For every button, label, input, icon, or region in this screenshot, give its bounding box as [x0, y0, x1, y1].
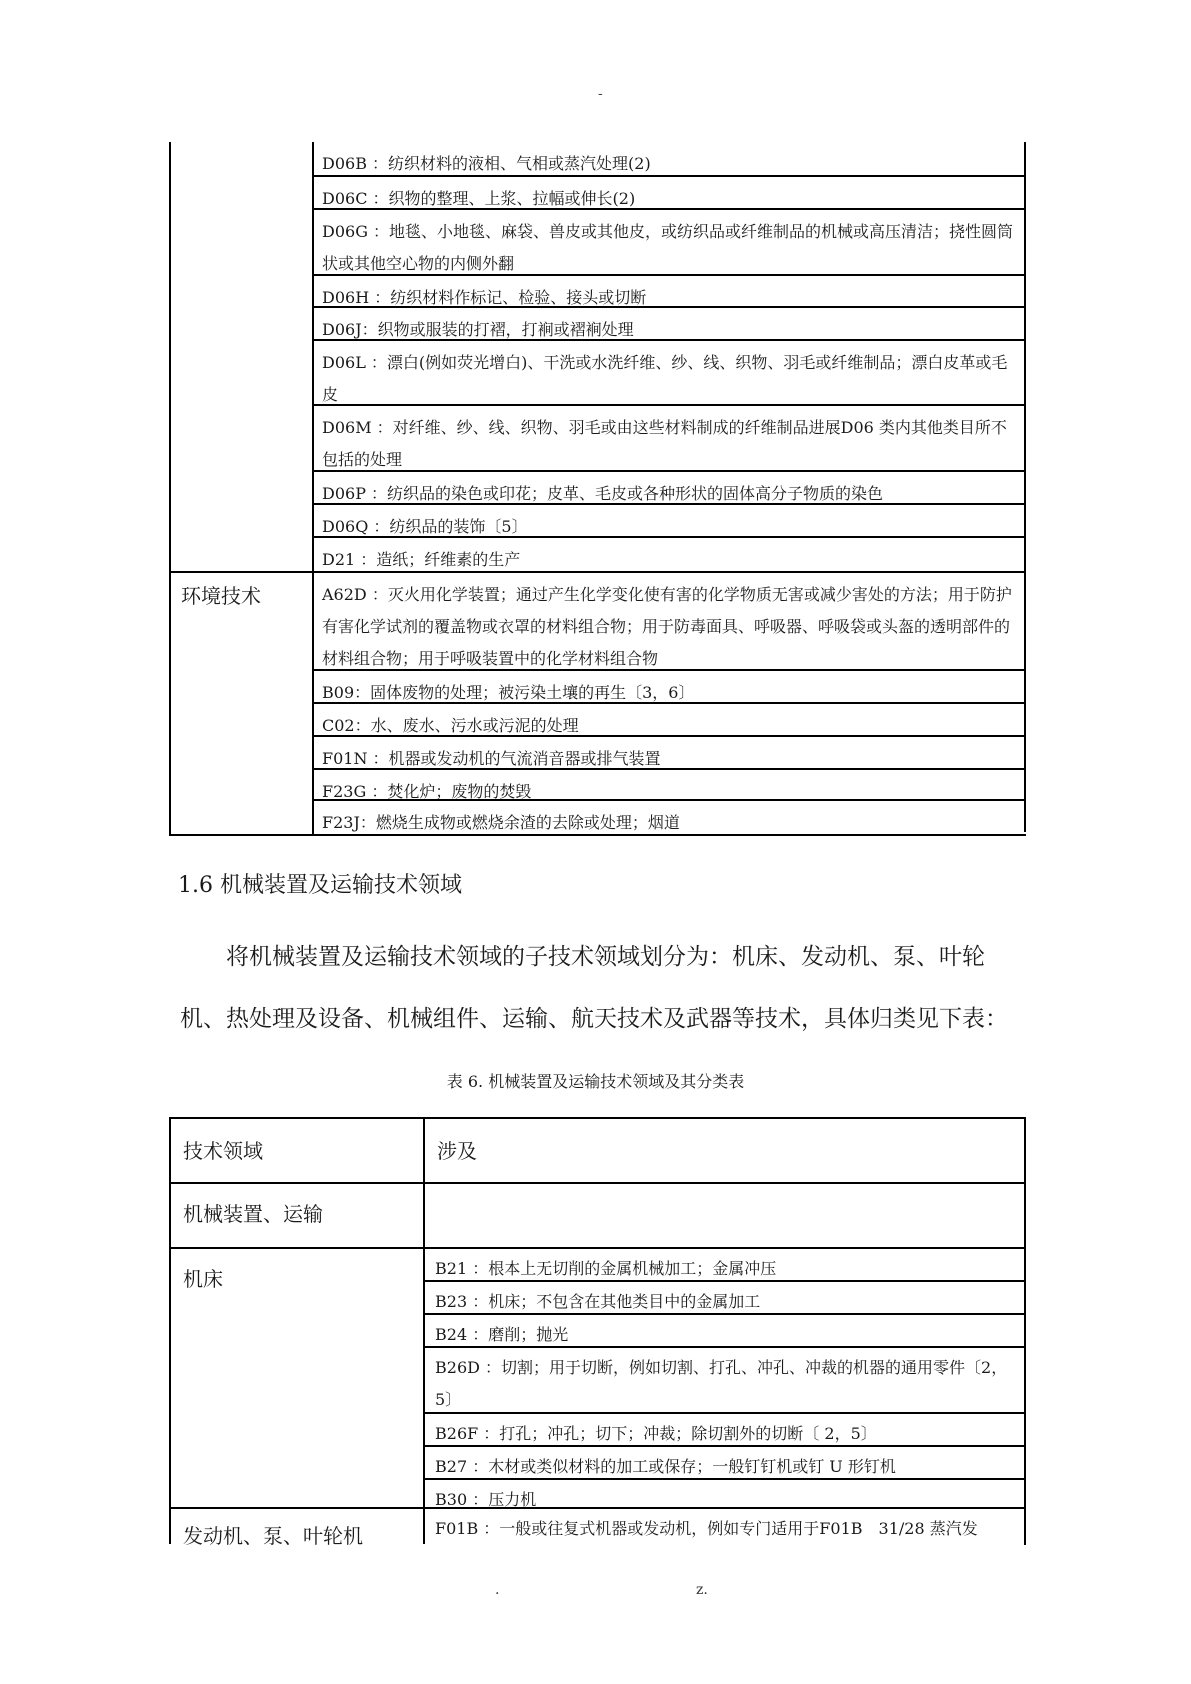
table-row: D06C ：织物的整理、上浆、拉幅或伸长(2) [314, 177, 1026, 210]
header-involves: 涉及 [437, 1139, 477, 1163]
table-row: A62D ：灭火用化学装置；通过产生化学变化使有害的化学物质无害或减少害处的方法；用于防护有害化学试剂的覆盖物或衣罩的材料组合物；用于防毒面具、呼吸器、呼吸袋或头盔的透明部件的材料组合物；用于呼吸装置中的化学材料组合物 [314, 573, 1026, 671]
table-row: D06J：织物或服装的打褶，打裥或褶裥处理 [314, 308, 1026, 341]
footer-right-mark: z. [696, 1582, 708, 1598]
header-tech-field: 技术领域 [183, 1139, 263, 1163]
table-row: B26D ：切割；用于切断，例如切割、打孔、冲孔、冲裁的机器的通用零件〔2，5〕 [425, 1348, 1026, 1414]
category-environment-tech: 环境技术 [181, 584, 261, 608]
table-right-border [1024, 1119, 1026, 1249]
mechanical-transport-table [169, 1117, 1026, 1548]
section-title: 1.6 机械装置及运输技术领域 [178, 873, 462, 898]
table-row: B09：固体废物的处理；被污染土壤的再生〔3，6〕 [314, 671, 1026, 704]
table-row: F01N ：机器或发动机的气流消音器或排气装置 [314, 737, 1026, 770]
table-row: D06P ：纺织品的染色或印花；皮革、毛皮或各种形状的固体高分子物质的染色 [314, 472, 1026, 505]
table-row: D21 ：造纸；纤维素的生产 [314, 538, 1026, 571]
table-row: D06Q ：纺织品的装饰〔5〕 [314, 505, 1026, 538]
table-row: D06M ：对纤维、纱、线、织物、羽毛或由这些材料制成的纤维制品进展D06 类内其他类目所不包括的处理 [314, 406, 1026, 472]
table-row: D06H ：纺织材料作标记、检验、接头或切断 [314, 276, 1026, 308]
table-row: F23G ：焚化炉；废物的焚毁 [314, 770, 1026, 801]
table-row: F01B ：一般或往复式机器或发动机，例如专门适用于F01B 31/28 蒸汽发 [425, 1509, 1026, 1545]
category-machine-tools: 机床 [183, 1267, 223, 1291]
table-caption: 表 6. 机械装置及运输技术领域及其分类表 [446, 1072, 745, 1091]
table-row: D06L ：漂白(例如荧光增白)、干洗或水洗纤维、纱、线、织物、羽毛或纤维制品；漂白皮革或毛皮 [314, 341, 1026, 406]
classification-table-continued [169, 142, 1026, 836]
body-paragraph-line: 将机械装置及运输技术领域的子技术领域划分为：机床、发动机、泵、叶轮 [226, 944, 985, 970]
body-paragraph-line: 机、热处理及设备、机械组件、运输、航天技术及武器等技术，具体归类见下表： [180, 1006, 1008, 1032]
category-engines-pumps: 发动机、泵、叶轮机 [183, 1524, 363, 1548]
table-row: B21 ：根本上无切削的金属机械加工；金属冲压 [425, 1249, 1026, 1282]
page-header-mark: - [598, 86, 603, 102]
table-row: D06G ：地毯、小地毯、麻袋、兽皮或其他皮，或纺织品或纤维制品的机械或高压清洁；挠性圆筒状或其他空心物的内侧外翻 [314, 210, 1026, 276]
table-row: C02：水、废水、污水或污泥的处理 [314, 704, 1026, 737]
table-row: D06B ：纺织材料的液相、气相或蒸汽处理(2) [314, 142, 1026, 177]
row-divider [171, 1182, 1026, 1184]
table-row: F23J：燃烧生成物或燃烧余渣的去除或处理；烟道 [314, 801, 1026, 832]
table-row: B30 ：压力机 [425, 1480, 1026, 1507]
table-row: B23 ：机床；不包含在其他类目中的金属加工 [425, 1282, 1026, 1315]
table-row: B27 ：木材或类似材料的加工或保存；一般钉钉机或钉 U 形钉机 [425, 1447, 1026, 1480]
row-mechanical-transport: 机械装置、运输 [183, 1202, 323, 1226]
footer-left-mark: . [495, 1582, 500, 1598]
table-row: B24 ：磨削；抛光 [425, 1315, 1026, 1348]
table-row: B26F ：打孔；冲孔；切下；冲裁；除切割外的切断〔 2，5〕 [425, 1414, 1026, 1447]
